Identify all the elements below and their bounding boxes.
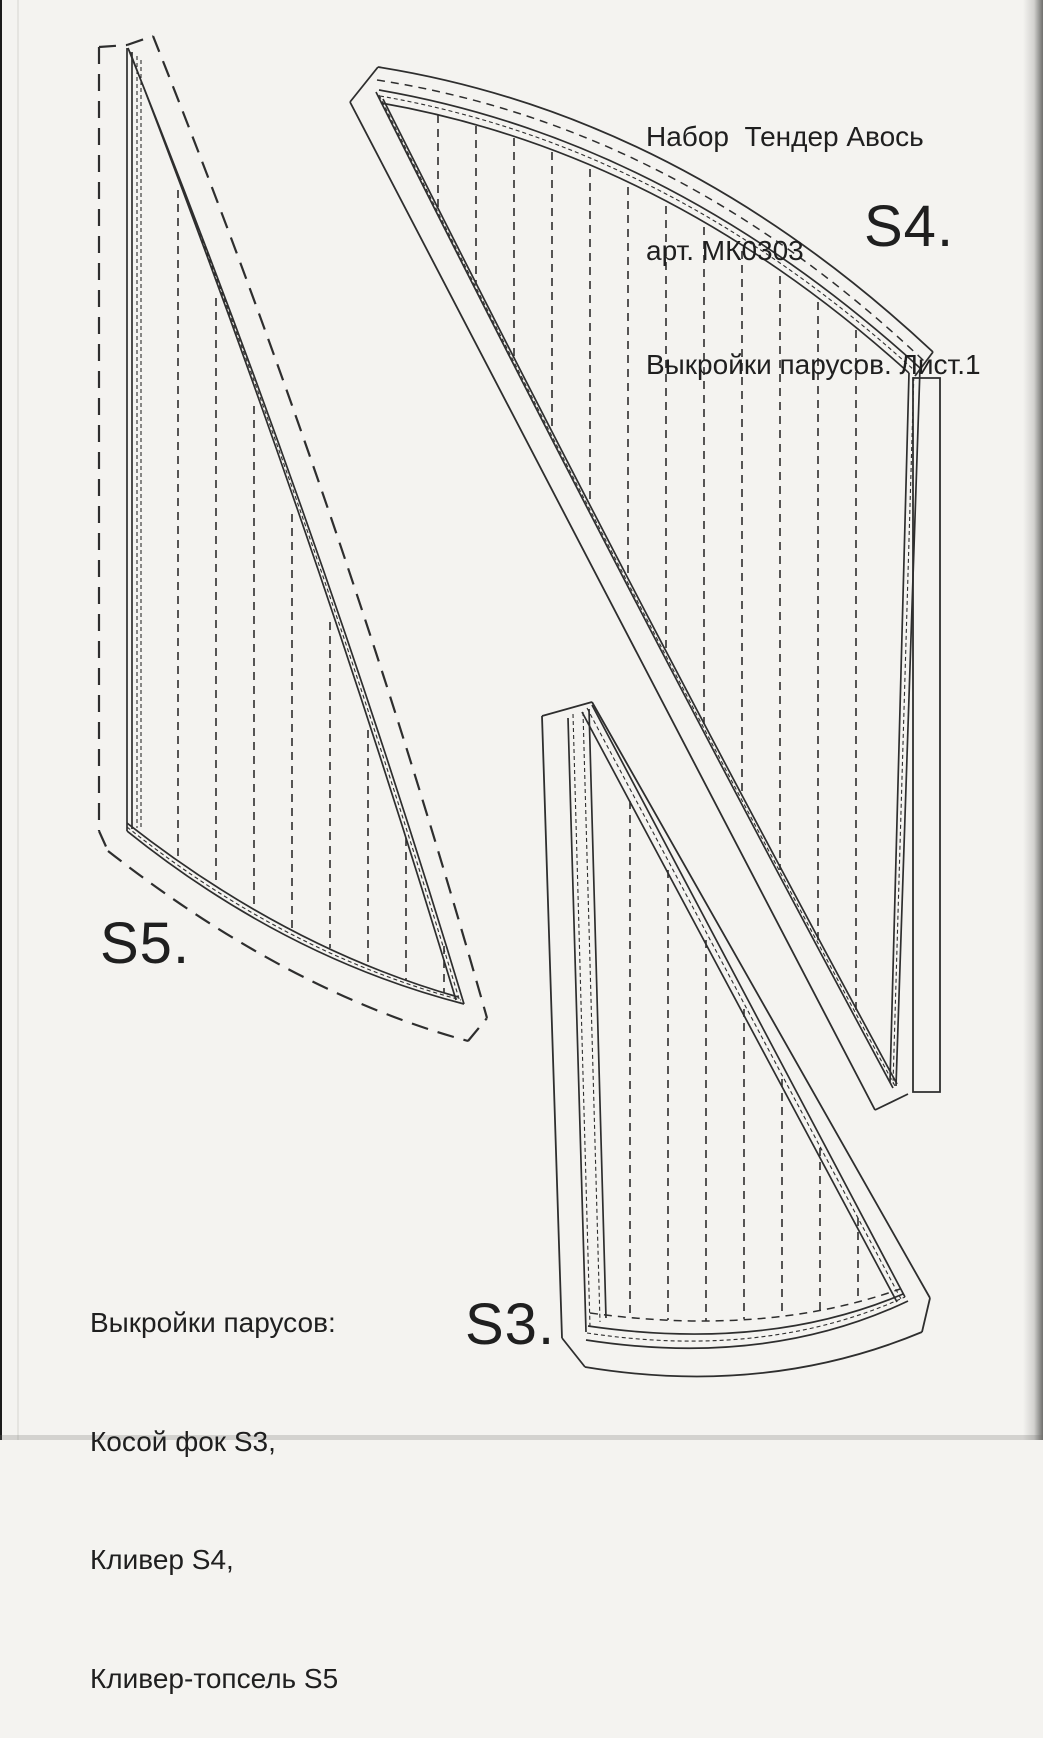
s5-luff-stitch	[137, 56, 141, 828]
s3-panel-seams	[630, 801, 858, 1321]
s3-luff-edge	[568, 709, 606, 1332]
paper-crease	[17, 0, 19, 1440]
s4-strip	[913, 378, 940, 1092]
sail-label-s4: S4.	[864, 194, 955, 259]
legend-item-s3: Косой фок S3,	[90, 1425, 276, 1457]
s5-panel-seams	[178, 190, 444, 993]
s4-leech-stitch	[893, 370, 914, 1084]
s4-leech-edge	[890, 368, 920, 1086]
legend-title: Выкройки парусов:	[90, 1307, 336, 1338]
sail-label-s3: S3.	[465, 1292, 556, 1357]
sail-label-s5: S5.	[100, 911, 191, 976]
scan-edge-left	[0, 0, 2, 1440]
scan-edge-right	[1023, 0, 1043, 1440]
legend-item-s5: Кливер-топсель S5	[90, 1662, 339, 1694]
legend-item-s4: Кливер S4,	[90, 1544, 234, 1575]
s5-luff-edge	[127, 48, 132, 831]
sail-pattern-s5	[99, 36, 487, 1041]
sail-legend	[90, 1224, 338, 1738]
article-number: арт. МК0303	[646, 235, 804, 266]
s3-inner-outline	[590, 1289, 900, 1321]
sheet-title: Выкройки парусов. Лист.1	[646, 349, 981, 380]
kit-title: Набор Тендер Авось	[646, 121, 924, 152]
